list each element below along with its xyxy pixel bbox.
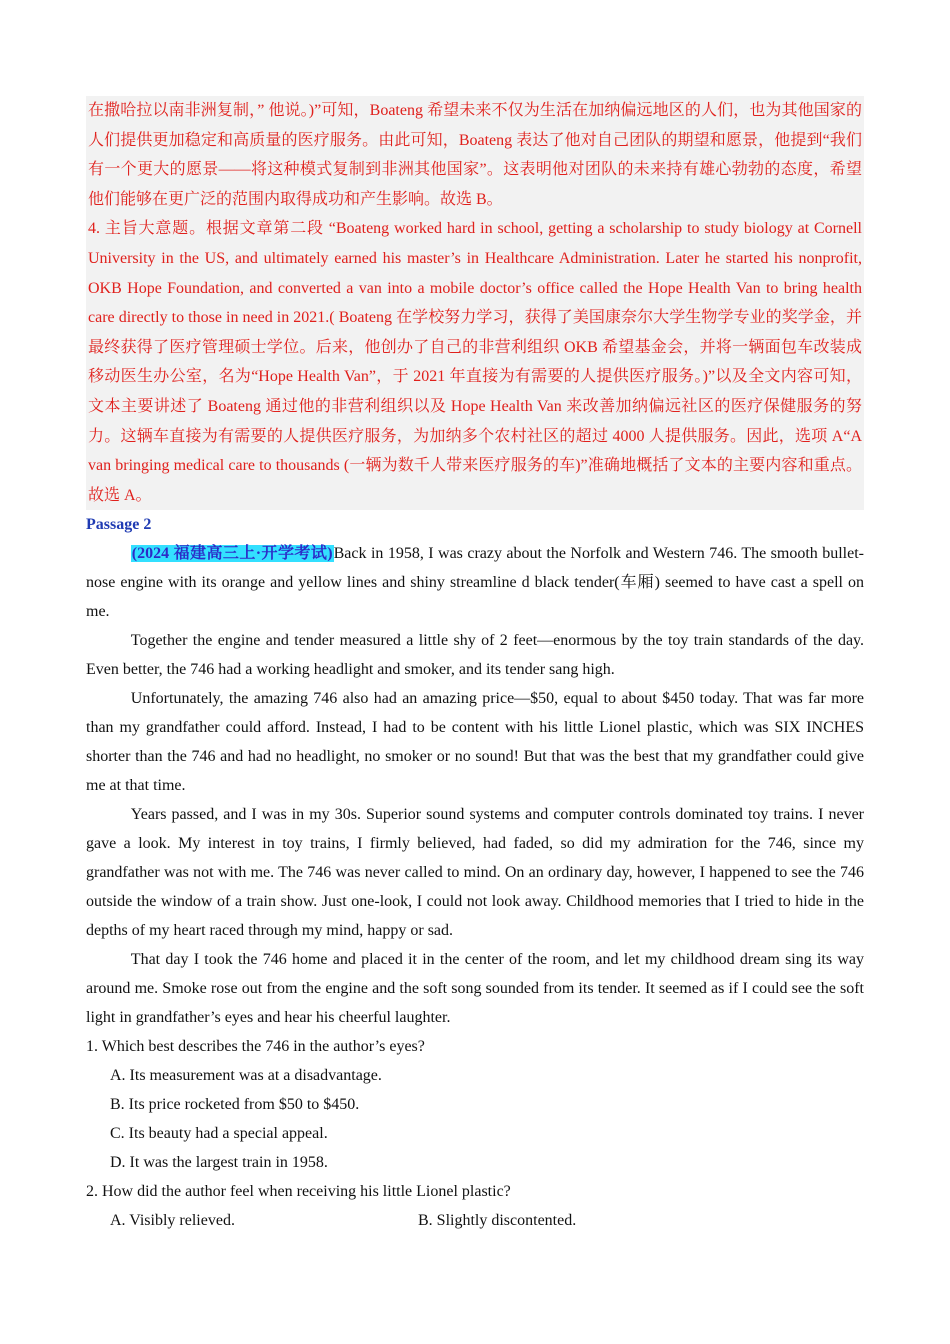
source-tag: (2024 福建高三上·开学考试) bbox=[131, 545, 333, 563]
question-2-stem: 2. How did the author feel when receiving his little Lionel plastic? bbox=[86, 1183, 511, 1201]
question-2-options-row bbox=[86, 1206, 864, 1235]
answer-paragraph: 在撒哈拉以南非洲复制，” 他说。)”可知，Boateng 希望未来不仅为生活在加纳偏远地区的人们，也为其他国家的人们提供更加稳定和高质量的医疗服务。由此可知，Boateng 表达了他对自己团队的期望和愿景，他提到“我们有一个更大的愿景——将这种模式复制到非洲其他国家”。这表明他对团队的未来持有雄心勃勃的态度，希望他们能够在更广泛的范围内取得成功和产生影响。故选 B。 bbox=[88, 102, 862, 208]
answer-explanation-box bbox=[86, 96, 864, 510]
passage-paragraph bbox=[86, 539, 864, 626]
question-1-option-d: D. It was the largest train in 1958. bbox=[110, 1154, 328, 1172]
document-page bbox=[86, 96, 864, 1235]
answer-paragraph: 4. 主旨大意题。根据文章第二段 “Boateng worked hard in school, getting a scholarship to study biology at Cornell University in the US, and ultimately earned his master’s in Healthcare Administration. Later he started his nonprofit, OKB Hope Foundation, and converted a van into a mobile doctor’s office called the Hope Health Van to bring health care directly to those in need in 2021.( Boateng 在学校努力学习，获得了美国康奈尔大学生物学专业的奖学金，并最终获得了医疗管理硕士学位。后来，他创办了自己的非营利组织 OKB 希望基金会，并将一辆面包车改装成移动医生办公室，名为“Hope Health Van”，于 2021 年直接为有需要的人提供医疗服务。)”以及全文内容可知，文本主要讲述了 Boateng 通过他的非营利组织以及 Hope Health Van 来改善加纳偏远社区的医疗保健服务的努力。这辆车直接为有需要的人提供医疗服务，为加纳多个农村社区的超过 4000 人提供服务。因此，选项 A“A van bringing medical care to thousands (一辆为数千人带来医疗服务的车)”准确地概括了文本的主要内容和重点。故选 A。 bbox=[88, 220, 862, 504]
question-1-option-c: C. Its beauty had a special appeal. bbox=[110, 1125, 328, 1143]
question-1-option-b: B. Its price rocketed from $50 to $450. bbox=[110, 1096, 360, 1114]
passage-paragraph: Years passed, and I was in my 30s. Superior sound systems and computer controls dominated toy trains. I never gave a look. My interest in toy trains, I firmly believed, had faded, so did my admiration for the 746, since my grandfather was not with me. The 746 was never called to mind. On an ordinary day, however, I happened to see the 746 outside the window of a train show. Just one-look, I could not look away. Childhood memories that I tried to hide in the depths of my heart raced through my mind, happy or sad. bbox=[86, 806, 864, 940]
question-1-stem: 1. Which best describes the 746 in the author’s eyes? bbox=[86, 1038, 425, 1056]
passage-body bbox=[86, 539, 864, 1032]
question-2-option-a: A. Visibly relieved. bbox=[110, 1212, 235, 1230]
passage-paragraph-text: Back in 1958, I was crazy about the Norfolk and Western 746. The smooth bullet-nose engine with its orange and yellow lines and shiny streamline d black tender(车厢) seemed to have cast a spell on me. bbox=[86, 545, 864, 621]
passage-paragraph: Unfortunately, the amazing 746 also had an amazing price—$50, equal to about $450 today. That was far more than my grandfather could afford. Instead, I had to be content with his little Lionel plastic, which was SIX INCHES shorter than the 746 and had no headlight, no smoker or no sound! But that was the best that my grandfather could give me at that time. bbox=[86, 690, 864, 795]
passage-heading: Passage 2 bbox=[86, 516, 152, 534]
question-1-option-a: A. Its measurement was at a disadvantage. bbox=[110, 1067, 382, 1085]
passage-paragraph: Together the engine and tender measured a little shy of 2 feet—enormous by the toy train standards of the day. Even better, the 746 had a working headlight and smoker, and its tender sang high. bbox=[86, 632, 864, 679]
questions-section bbox=[86, 1032, 864, 1235]
question-2-option-b: B. Slightly discontented. bbox=[418, 1212, 577, 1230]
passage-paragraph: That day I took the 746 home and placed it in the center of the room, and let my childhood dream sing its way around me. Smoke rose out from the engine and the soft song sounded from its tender. It seemed as if I could see the soft light in grandfather’s eyes and hear his cheerful laughter. bbox=[86, 951, 864, 1027]
